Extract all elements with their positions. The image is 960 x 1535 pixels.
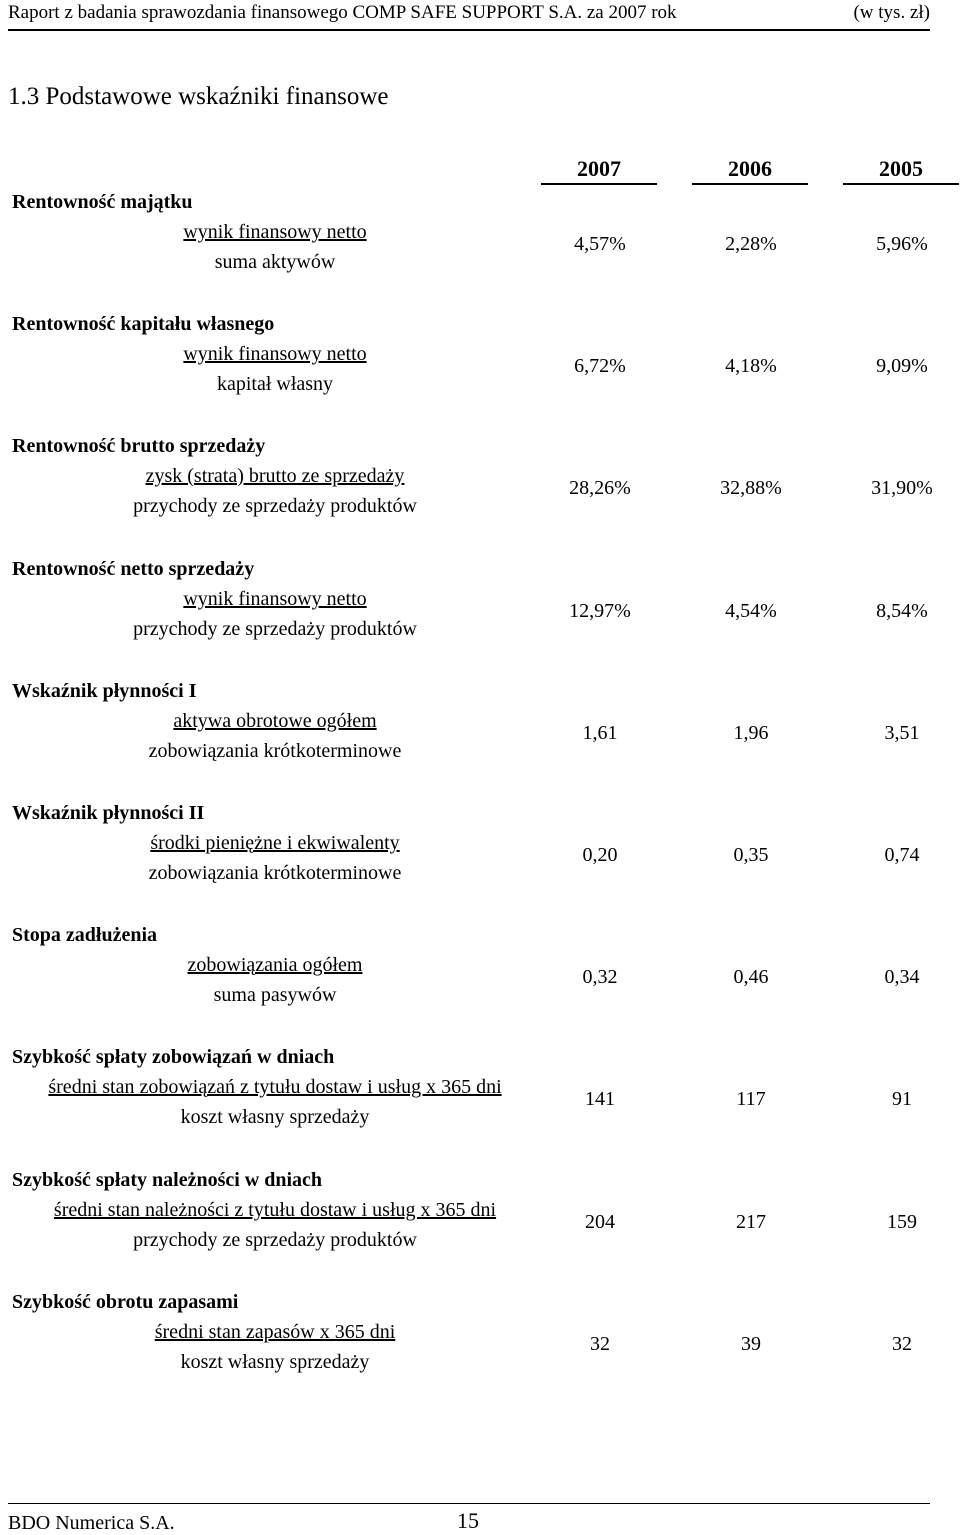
indicator-value-2005: 91 — [892, 1088, 912, 1110]
indicator-value-2005: 32 — [892, 1333, 912, 1355]
indicator-block — [12, 313, 542, 423]
indicator-numerator: zobowiązania ogółem — [187, 954, 363, 976]
indicator-value-2007: 141 — [585, 1088, 615, 1110]
year-underline — [843, 183, 959, 185]
indicator-value-2007: 6,72% — [574, 355, 626, 377]
indicator-numerator: średni stan zapasów x 365 dni — [154, 1321, 396, 1343]
indicator-value-2005: 9,09% — [876, 355, 928, 377]
indicator-value-2006: 0,35 — [733, 844, 769, 866]
indicator-title: Stopa zadłużenia — [12, 924, 158, 946]
indicator-value-2007: 12,97% — [569, 600, 631, 622]
currency-unit-note: (w tys. zł) — [853, 2, 930, 23]
indicator-block — [12, 1291, 542, 1401]
indicator-numerator: średni stan należności z tytułu dostaw i usług x 365 dni — [53, 1199, 497, 1221]
indicator-denominator: koszt własny sprzedaży — [180, 1106, 370, 1128]
indicator-value-2006: 0,46 — [733, 966, 769, 988]
indicator-block — [12, 558, 542, 668]
indicator-value-2007: 32 — [590, 1333, 610, 1355]
report-title: Raport z badania sprawozdania finansowego COMP SAFE SUPPORT S.A. za 2007 rok — [8, 2, 677, 23]
indicator-numerator: wynik finansowy netto — [183, 221, 367, 243]
page-number: 15 — [457, 1508, 479, 1533]
indicator-denominator: koszt własny sprzedaży — [180, 1351, 370, 1373]
indicator-block — [12, 924, 542, 1034]
indicator-block — [12, 1046, 542, 1156]
indicator-value-2006: 2,28% — [725, 233, 777, 255]
indicator-value-2005: 3,51 — [884, 722, 920, 744]
indicator-block — [12, 191, 542, 301]
indicator-denominator: suma aktywów — [214, 251, 336, 273]
year-header-2007: 2007 — [577, 156, 621, 181]
indicator-title: Szybkość obrotu zapasami — [12, 1291, 239, 1313]
indicator-denominator: kapitał własny — [216, 373, 334, 395]
indicator-title: Rentowność majątku — [12, 191, 193, 213]
year-underline — [541, 183, 657, 185]
indicator-value-2005: 8,54% — [876, 600, 928, 622]
indicator-value-2006: 117 — [736, 1088, 766, 1110]
indicator-value-2005: 5,96% — [876, 233, 928, 255]
indicator-title: Wskaźnik płynności I — [12, 680, 197, 702]
indicator-denominator: zobowiązania krótkoterminowe — [148, 740, 402, 762]
indicator-value-2006: 4,18% — [725, 355, 777, 377]
indicator-value-2006: 4,54% — [725, 600, 777, 622]
footer-company: BDO Numerica S.A. — [8, 1512, 175, 1534]
indicator-numerator: aktywa obrotowe ogółem — [173, 710, 377, 732]
indicator-value-2007: 1,61 — [582, 722, 618, 744]
indicator-denominator: zobowiązania krótkoterminowe — [148, 862, 402, 884]
indicator-value-2007: 204 — [585, 1211, 615, 1233]
indicator-value-2006: 39 — [741, 1333, 761, 1355]
indicator-value-2005: 31,90% — [871, 477, 933, 499]
indicator-block — [12, 1169, 542, 1279]
indicator-title: Rentowność brutto sprzedaży — [12, 435, 266, 457]
indicator-value-2007: 28,26% — [569, 477, 631, 499]
year-header-2005: 2005 — [879, 156, 923, 181]
indicator-denominator: przychody ze sprzedaży produktów — [133, 618, 417, 640]
indicator-numerator: wynik finansowy netto — [183, 343, 367, 365]
page-header — [8, 0, 930, 28]
indicator-numerator: środki pieniężne i ekwiwalenty — [150, 832, 400, 854]
indicator-value-2006: 217 — [736, 1211, 766, 1233]
indicator-numerator: średni stan zobowiązań z tytułu dostaw i usług x 365 dni — [48, 1076, 502, 1098]
indicator-value-2005: 159 — [887, 1211, 917, 1233]
indicator-denominator: przychody ze sprzedaży produktów — [133, 1229, 417, 1251]
indicator-title: Rentowność kapitału własnego — [12, 313, 275, 335]
indicator-denominator: przychody ze sprzedaży produktów — [133, 495, 417, 517]
indicator-title: Szybkość spłaty zobowiązań w dniach — [12, 1046, 335, 1068]
indicator-title: Wskaźnik płynności II — [12, 802, 205, 824]
indicator-title: Rentowność netto sprzedaży — [12, 558, 255, 580]
indicator-numerator: wynik finansowy netto — [183, 588, 367, 610]
indicator-value-2007: 0,20 — [582, 844, 618, 866]
indicator-value-2006: 32,88% — [720, 477, 782, 499]
header-divider — [8, 29, 930, 31]
indicator-value-2005: 0,74 — [884, 844, 920, 866]
indicator-numerator: zysk (strata) brutto ze sprzedaży — [145, 465, 405, 487]
indicator-title: Szybkość spłaty należności w dniach — [12, 1169, 323, 1191]
indicator-denominator: suma pasywów — [213, 984, 337, 1006]
year-underline — [692, 183, 808, 185]
indicator-value-2007: 0,32 — [582, 966, 618, 988]
indicator-value-2005: 0,34 — [884, 966, 920, 988]
indicator-block — [12, 435, 542, 545]
year-header-2006: 2006 — [728, 156, 772, 181]
indicator-value-2007: 4,57% — [574, 233, 626, 255]
section-title: 1.3 Podstawowe wskaźniki finansowe — [8, 83, 389, 110]
footer-divider — [8, 1503, 930, 1504]
indicator-block — [12, 802, 542, 912]
indicator-value-2006: 1,96 — [733, 722, 769, 744]
indicator-block — [12, 680, 542, 790]
